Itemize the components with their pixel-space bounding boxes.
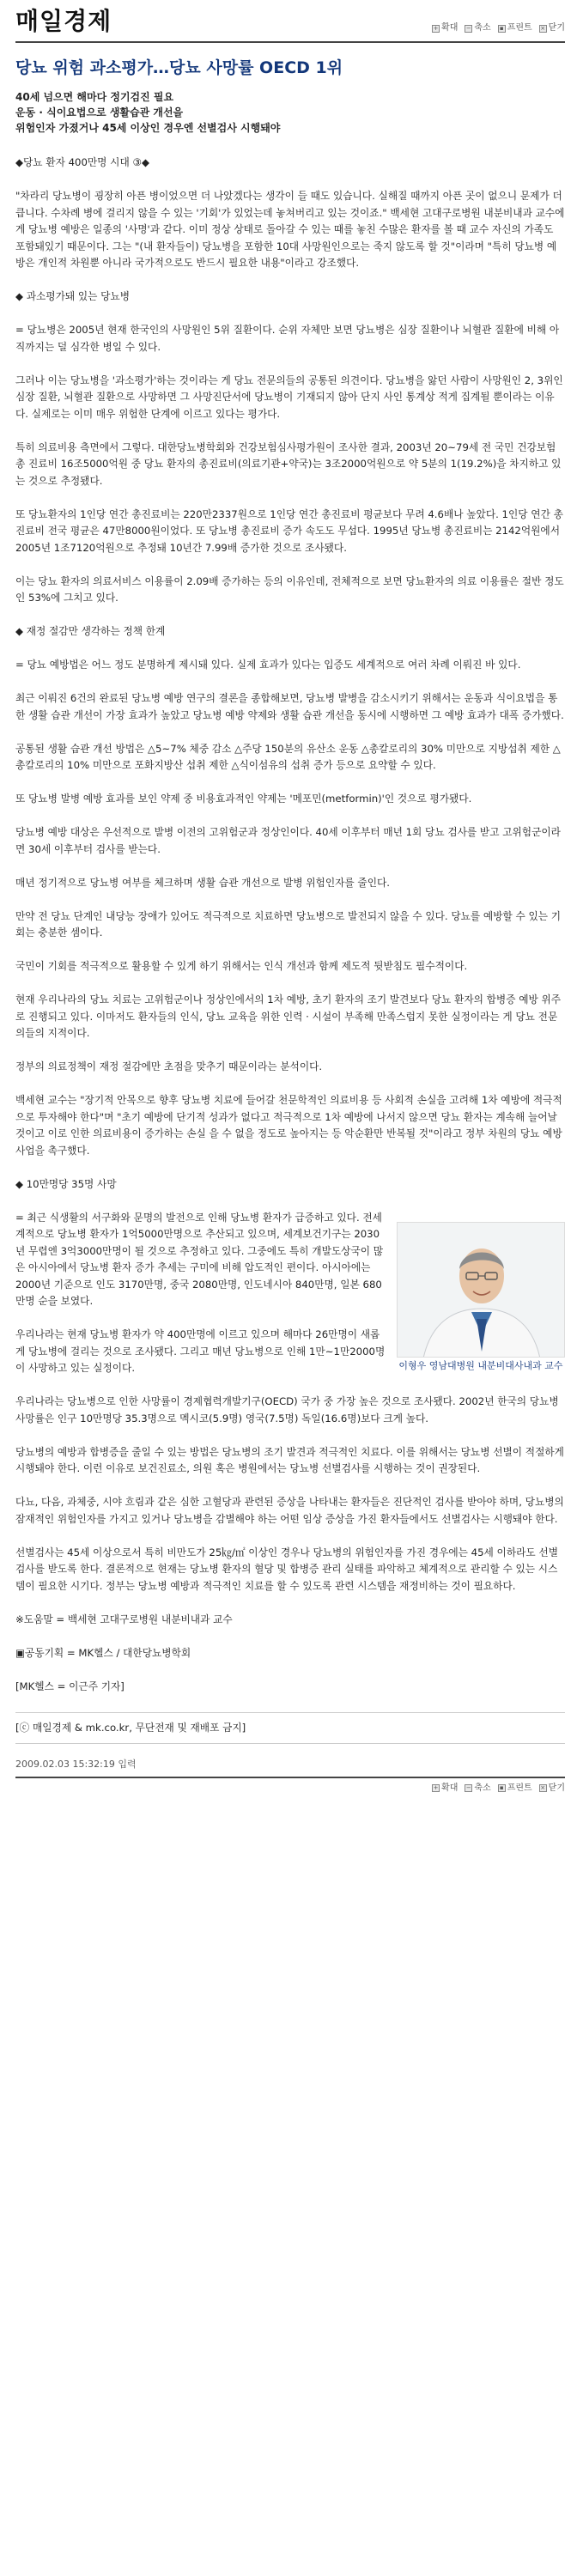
subtitle-line: 위험인자 가졌거나 45세 이상인 경우엔 선별검사 시행돼야: [15, 122, 281, 134]
body-paragraph: [MK헬스 = 이근주 기자]: [15, 1680, 125, 1692]
photo-side-text: [15, 1210, 388, 1394]
subtitle-line: 운동 · 식이요법으로 생활습관 개선을: [15, 106, 184, 118]
top-toolbar: [432, 23, 565, 36]
zoom-in-label: 확대: [441, 23, 459, 33]
zoom-out-icon: −: [465, 24, 471, 32]
body-paragraph: ▣공동기획 = MK헬스 / 대한당뇨병학회: [15, 1646, 191, 1659]
print-icon: ▪: [498, 1784, 506, 1792]
zoom-out-button[interactable]: [465, 23, 490, 33]
body-paragraph: 또 당뇨환자의 1인당 연간 총진료비는 220만2337원으로 1인당 연간 총진료비 평균보다 무려 4.6배나 높았다. 1인당 연간 총진료비 전국 평균은 47만8000원이었다. 또 당뇨병 총진료비 증가 속도도 무섭다. 1995년 당뇨병 총진료비는 2142억원에서 2005년 1조7120억원으로 추정돼 10년간 7.99배 증가한 것으로 조사됐다.: [15, 507, 563, 554]
close-button[interactable]: [539, 23, 565, 33]
article-subtitles: [15, 89, 565, 136]
body-paragraph: 우리나라는 현재 당뇨병 환자가 약 400만명에 이르고 있으며 해마다 26만명이 새롭게 당뇨병에 걸리는 것으로 조사됐다. 그리고 매년 당뇨병으로 인해 1만~1만2000명이 사망하고 있는 실정이다.: [15, 1328, 386, 1374]
zoom-out-label: 축소: [474, 23, 491, 33]
photo-caption: 이형우 영남대병원 내분비대사내과 교수: [398, 1359, 563, 1371]
zoom-in-label: 확대: [441, 1783, 459, 1793]
body-paragraph: 최근 이뤄진 6건의 완료된 당뇨병 예방 연구의 결론을 종합해보면, 당뇨병 발병을 감소시키기 위해서는 운동과 식이요법을 통한 생활 습관 개선이 가장 효과가 높았고 당뇨병 예방 약제와 생활 습관 개선을 동시에 시행하면 그 예방 효과가 대폭 증가했다.: [15, 692, 564, 721]
print-button[interactable]: [498, 23, 532, 33]
body-paragraph: 당뇨병 예방 대상은 우선적으로 발병 이전의 고위험군과 정상인이다. 40세 이후부터 매년 1회 당뇨 검사를 받고 고위험군이라면 30세 이후부터 검사를 받는다.: [15, 826, 561, 855]
body-paragraph: 다뇨, 다음, 과체중, 시야 흐림과 같은 심한 고혈당과 관련된 증상을 나타내는 환자들은 진단적인 검사를 받아야 하며, 당뇨병의 잠재적인 위험인자를 가지고 있거나 당뇨병을 감별해야 하는 어떤 임상 증상을 가진 환자들에서도 선별검사는 시행돼야 한다.: [15, 1496, 564, 1525]
photo-section: [15, 1210, 565, 1394]
body-paragraph: 만약 전 당뇨 단계인 내당능 장애가 있어도 적극적으로 치료하면 당뇨병으로 발전되지 않을 수 있다. 당뇨를 예방할 수 있는 기회는 충분한 셈이다.: [15, 909, 562, 939]
bottom-toolbar: [15, 1777, 565, 1801]
body-paragraph: 백세현 교수는 "장기적 안목으로 향후 당뇨병 치료에 들어갈 천문학적인 의료비용 등 사회적 손실을 고려해 1차 예방에 적극적으로 투자해야 한다"며 "초기 예방에 단기적 성과가 없다고 적극적으로 1차 예방에 나서지 않으면 당뇨 환자는 계속해 늘어날 것이고 이로 인한 의료비용이 증가하는 손실 을 수 없을 정도로 높아지는 등 악순환만 반복될 것"이라고 정부 차원의 당뇨 예방 사업을 촉구했다.: [15, 1094, 562, 1157]
body-paragraph: 선별검사는 45세 이상으로서 특히 비만도가 25㎏/㎡ 이상인 경우나 당뇨병의 위험인자를 가진 경우에는 45세 이하라도 선별검사를 받도록 한다. 결론적으로 현재는 당뇨병 환자의 혈당 및 합병증 관리 실태를 파악하고 체계적으로 관리할 수 있는 시스템이 필요한 시기다. 정부는 당뇨병 예방과 적극적인 치료를 할 수 있도록 관련 시스템을 재정비하는 것이 필요하다.: [15, 1546, 558, 1592]
zoom-in-icon: +: [433, 1784, 439, 1791]
section-heading: ◆ 과소평가돼 있는 당뇨병: [15, 290, 131, 302]
close-label: 닫기: [548, 23, 565, 33]
zoom-out-label: 축소: [474, 1783, 491, 1793]
print-label: 프린트: [507, 1783, 532, 1793]
article-title: 당뇨 위험 과소평가…당뇨 사망률 OECD 1위: [15, 58, 343, 77]
zoom-in-button[interactable]: [432, 23, 458, 33]
zoom-in-button[interactable]: [432, 1783, 458, 1794]
copyright-notice: [ⓒ 매일경제 & mk.co.kr, 무단전재 및 재배포 금지]: [15, 1721, 246, 1734]
body-paragraph: 또 당뇨병 발병 예방 효과를 보인 약제 중 비용효과적인 약제는 '메포민(metformin)'인 것으로 평가됐다.: [15, 793, 472, 805]
section-heading: ◆ 재정 절감만 생각하는 정책 한계: [15, 625, 166, 637]
doctor-portrait-photo: [397, 1222, 565, 1358]
publish-date: 2009.02.03 15:32:19 입력: [15, 1759, 137, 1770]
close-icon: ×: [540, 24, 546, 32]
portrait-illustration: [398, 1223, 565, 1358]
subtitle-line: 40세 넘으면 해마다 정기검진 필요: [15, 91, 174, 103]
copyright-box: [15, 1712, 565, 1745]
zoom-out-icon: −: [465, 1784, 471, 1791]
body-paragraph: "차라리 당뇨병이 굉장히 아픈 병이었으면 더 나았겠다는 생각이 들 때도 있습니다. 실해질 때까지 아픈 곳이 없으니 문제가 더 큽니다. 수차례 병에 걸리지 않을 수 있는 '기회'가 있었는데 놓쳐버리고 있는 것이죠." 백세현 고대구로병원 내분비내과 교수에게 당뇨병 예방은 일종의 '사명'과 같다. 이미 정상 상태로 돌아갈 수 있는 때를 놓친 수많은 환자를 볼 때 교수 자신의 가족도 포함돼있기 때문이다. 그는 "(내 환자들이) 당뇨병을 포함한 10대 사망원인으로는 죽지 않도록 할 것"이라며 "특히 당뇨병 예방은 개인적 차원뿐 아니라 국가적으로도 반드시 필요한 내용"이라고 강조했다.: [15, 190, 565, 269]
close-button[interactable]: [539, 1783, 565, 1794]
body-paragraph: = 최근 식생활의 서구화와 문명의 발전으로 인해 당뇨병 환자가 급증하고 있다. 전세계적으로 당뇨병 환자가 1억5000만명으로 추산되고 있으며, 세계보건기구는 2030년 무렵엔 3억3000만명이 될 것으로 추정하고 있다. 그중에도 특히 개발도상국이 많은 아시아에서 당뇨병 환자 증가 추세는 구미에 비해 압도적인 편이다. 아시아에는 2000년 기준으로 인도 3170만명, 중국 2080만명, 인도네시아 840만명, 일본 680만명 순을 보였다.: [15, 1211, 384, 1307]
body-paragraph: 특히 의료비용 측면에서 그렇다. 대한당뇨병학회와 건강보험심사평가원이 조사한 결과, 2003년 20~79세 전 국민 건강보험 총 진료비 16조5000억원 중 당뇨 환자의 총진료비(의료기관+약국)는 3조2000억원으로 약 5분의 1(19.2%)을 차지하고 있는 것으로 추정됐다.: [15, 440, 562, 487]
article-body-part-1: [15, 155, 565, 1193]
zoom-in-icon: +: [433, 24, 439, 32]
close-icon: ×: [540, 1784, 546, 1791]
zoom-out-button[interactable]: [465, 1783, 490, 1794]
close-label: 닫기: [548, 1783, 565, 1793]
newspaper-logo[interactable]: 매일경제: [15, 7, 112, 35]
article-body-part-2: [15, 1394, 565, 1695]
body-paragraph: 그러나 이는 당뇨병을 '과소평가'하는 것이라는 게 당뇨 전문의들의 공통된 의견이다. 당뇨병을 앓던 사람이 사망원인 2, 3위인 심장 질환, 뇌혈관 질환으로 사망하면 그 사망진단서에 당뇨병이 기재되지 않아 단지 사인 통계상 적게 집계될 뿐이라는 이유다. 실제로는 이미 매우 위험한 단계에 이르고 있다는 평가다.: [15, 374, 563, 420]
body-paragraph: 정부의 의료정책이 재정 절감에만 초점을 맞추기 때문이라는 분석이다.: [15, 1060, 323, 1072]
print-icon: ▪: [498, 25, 506, 33]
body-paragraph: ※도움말 = 백세현 고대구로병원 내분비내과 교수: [15, 1613, 233, 1625]
section-heading: ◆ 10만명당 35명 사망: [15, 1177, 117, 1190]
body-paragraph: 현재 우리나라의 당뇨 치료는 고위험군이나 정상인에서의 1차 예방, 초기 환자의 조기 발견보다 당뇨 환자의 합병증 예방 위주로 진행되고 있다. 이마저도 환자들의 인식, 당뇨 교육을 위한 인력 · 시설이 부족해 만족스럽지 못한 실정이라는 게 당뇨 전문의들의 지적이다.: [15, 993, 562, 1039]
print-label: 프린트: [507, 23, 532, 33]
portrait-figure: [397, 1222, 565, 1373]
body-paragraph: = 당뇨 예방법은 어느 정도 분명하게 제시돼 있다. 실제 효과가 있다는 입증도 세계적으로 여러 차례 이뤄진 바 있다.: [15, 659, 521, 671]
body-paragraph: 국민이 기회를 적극적으로 활용할 수 있게 하기 위해서는 인식 개선과 함께 제도적 뒷받침도 필수적이다.: [15, 960, 468, 972]
body-paragraph: = 당뇨병은 2005년 현재 한국인의 사망원인 5위 질환이다. 순위 자체만 보면 당뇨병은 심장 질환이나 뇌혈관 질환에 비해 아직까지는 덜 심각한 병일 수 있다.: [15, 324, 560, 353]
body-paragraph: 우리나라는 당뇨병으로 인한 사망률이 경제협력개발기구(OECD) 국가 중 가장 높은 것으로 조사됐다. 2002년 한국의 당뇨병 사망률은 인구 10만명당 35.3명으로 멕시코(5.9명) 영국(7.5명) 독일(16.6명)보다 크게 높다.: [15, 1395, 559, 1425]
body-paragraph: 공통된 생활 습관 개선 방법은 △5~7% 체중 감소 △주당 150분의 유산소 운동 △총칼로리의 30% 미만으로 지방섭취 제한 △총칼로리의 10% 미만으로 포화지방산 섭취 제한 △식이섬유의 섭취 증가 등으로 요약할 수 있다.: [15, 742, 561, 771]
body-paragraph: 이는 당뇨 환자의 의료서비스 이용률이 2.09배 증가하는 등의 이유인데, 전체적으로 보면 당뇨환자의 의료 이용률은 절반 정도인 53%에 그치고 있다.: [15, 574, 564, 604]
print-button[interactable]: [498, 1783, 532, 1794]
body-paragraph: 매년 정기적으로 당뇨병 여부를 체크하며 생활 습관 개선으로 발병 위험인자를 줄인다.: [15, 876, 391, 889]
body-paragraph: 당뇨병의 예방과 합병증을 줄일 수 있는 방법은 당뇨병의 조기 발견과 적극적인 치료다. 이를 위해서는 당뇨병 선별이 적절하게 시행돼야 한다. 이런 이유로 보건진료소, 의원 혹은 병원에서는 당뇨병 선별검사를 시행하는 것이 권장된다.: [15, 1445, 564, 1474]
section-heading: ◆당뇨 환자 400만명 시대 ③◆: [15, 156, 149, 168]
masthead: [15, 0, 565, 43]
